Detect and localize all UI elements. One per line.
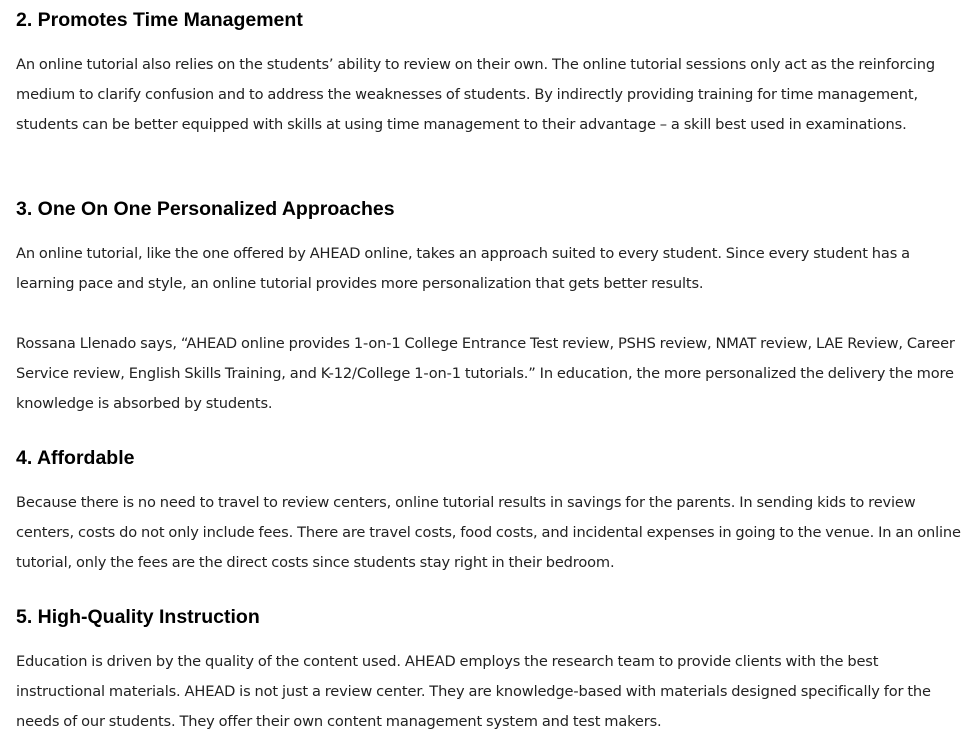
section-heading-time-management: 2. Promotes Time Management: [16, 9, 303, 31]
section-heading-high-quality-instruction: 5. High-Quality Instruction: [16, 606, 260, 628]
section-heading-personalized-approaches: 3. One On One Personalized Approaches: [16, 198, 395, 220]
section-paragraph: An online tutorial also relies on the students’ ability to review on their own. The online tutorial sessions only act as the reinforcing medium to clarify confusion and to address the weaknesses of students. By indirectly providing training for time management, students can be better equipped with skills at using time management to their advantage – a skill best used in examinations.: [16, 56, 936, 133]
section-heading-affordable: 4. Affordable: [16, 447, 135, 469]
section-paragraph: An online tutorial, like the one offered by AHEAD online, takes an approach suited to every student. Since every student has a learning pace and style, an online tutorial provides more personalization that gets better results.: [16, 245, 910, 292]
section-paragraph-quote: Rossana Llenado says, “AHEAD online provides 1-on-1 College Entrance Test review, PSHS review, NMAT review, LAE Review, Career Service review, English Skills Training, and K-12/College 1-on-1 tutorials.” In education, the more personalized the delivery the more knowledge is absorbed by students.: [16, 335, 955, 412]
section-paragraph: Education is driven by the quality of the content used. AHEAD employs the research team to provide clients with the best instructional materials. AHEAD is not just a review center. They are knowledge-based with materials designed specifically for the needs of our students. They offer their own content management system and test makers.: [16, 653, 931, 730]
section-paragraph: Because there is no need to travel to review centers, online tutorial results in savings for the parents. In sending kids to review centers, costs do not only include fees. There are travel costs, food costs, and incidental expenses in going to the venue. In an online tutorial, only the fees are the direct costs since students stay right in their bedroom.: [16, 494, 961, 571]
